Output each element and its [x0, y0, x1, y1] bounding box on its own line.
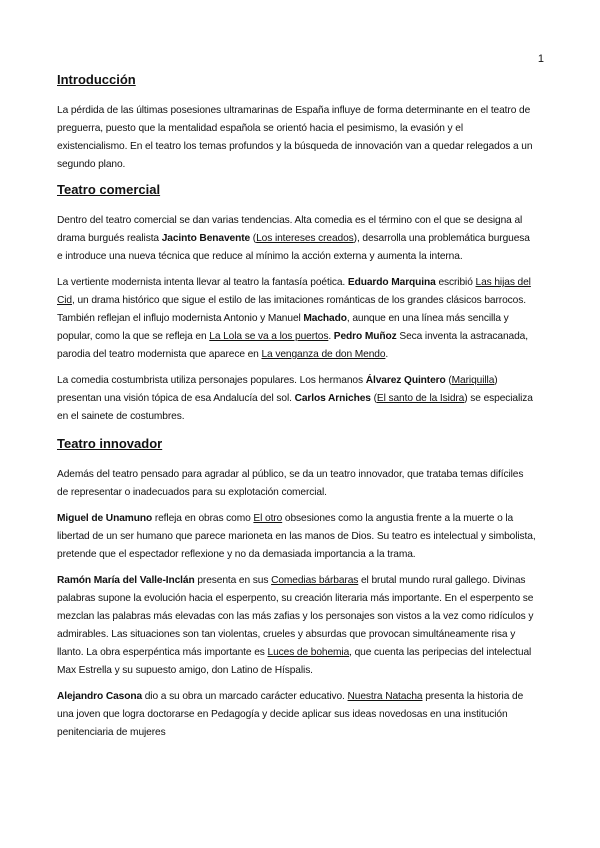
work-la-venganza: La venganza de don Mendo [261, 349, 386, 360]
author-munoz: Pedro Muñoz [333, 331, 397, 342]
work-las-hijas-del-cid: Las hijas del Cid [57, 277, 531, 306]
innovador-paragraph-1: Además del teatro pensado para agradar al público, se da un teatro innovador, que trataba temas difíciles de representar o inadecuados para su explotación comercial. [57, 469, 524, 498]
work-luces-de-bohemia: Luces de bohemia [267, 647, 350, 658]
innovador-paragraph-4: Alejandro Casona dio a su obra un marcado carácter educativo. Nuestra Natacha presenta la historia de una joven que logra doctorarse en Pedagogía y decide aplicar sus ideas novedosas en una institución penitenciaria de mujeres [57, 691, 524, 738]
work-mariquilla: Mariquilla [451, 375, 495, 386]
comercial-paragraph-1: Dentro del teatro comercial se dan varias tendencias. Alta comedia es el término con el que se designa al drama burgués realista Jacinto Benavente (Los intereses creados), desarrolla una problemática burguesa e introduce una nueva técnica que reduce al mínimo la acción externa y aumenta la interna. [57, 215, 530, 262]
work-los-intereses-creados: Los intereses creados [256, 233, 354, 244]
author-casona: Alejandro Casona [57, 691, 143, 702]
author-unamuno: Miguel de Unamuno [57, 513, 153, 524]
author-machado: Machado [303, 313, 347, 324]
innovador-paragraph-2: Miguel de Unamuno refleja en obras como El otro obsesiones como la angustia frente a la muerte o la libertad de un ser humano que parece marioneta en las manos de Dios. Su teatro es intelectual y simbolista, pretende que el espectador reflexione y no da demasiada importancia a la trama. [57, 513, 536, 560]
heading-introduccion: Introducción [57, 72, 136, 87]
comercial-paragraph-3: La comedia costumbrista utiliza personajes populares. Los hermanos Álvarez Quintero (Mariquilla) presentan una visión tópica de esa Andalucía del sol. Carlos Arniches (El santo de la Isidra) se especializa en el sainete de costumbres. [57, 375, 533, 422]
comercial-paragraph-2: La vertiente modernista intenta llevar al teatro la fantasía poética. Eduardo Marquina escribió Las hijas del Cid, un drama histórico que sigue el estilo de las imitaciones románticas de los grandes clásicos barrocos. También reflejan el influjo modernista Antonio y Manuel Machado, aunque en una línea más sencilla y popular, como la que se refleja en La Lola se va a los puertos. Pedro Muñoz Seca inventa la astracanada, parodia del teatro modernista que aparece en La venganza de don Mendo. [57, 277, 531, 360]
innovador-paragraph-3: Ramón María del Valle-Inclán presenta en sus Comedias bárbaras el brutal mundo rural gallego. Divinas palabras supone la evolución hacia el esperpento, su creación literaria más importante. En el esperpento se mezclan las palabras más elevadas con las más zafias y los personajes son vistos a la vez como ridículos y admirables. Las situaciones son tan violentas, crueles y absurdas que provocan simultáneamente risa y llanto. La obra esperpéntica más importante es Luces de bohemia, que cuenta las peripecias del intelectual Max Estrella y su supuesto amigo, don Latino de Híspalis. [57, 575, 534, 676]
work-comedias-barbaras: Comedias bárbaras [271, 575, 359, 586]
author-valle-inclan: Ramón María del Valle-Inclán [57, 575, 195, 586]
work-nuestra-natacha: Nuestra Natacha [347, 691, 423, 702]
intro-paragraph: La pérdida de las últimas posesiones ultramarinas de España influye de forma determinante en el teatro de preguerra, puesto que la mentalidad española se orientó hacia el pesimismo, la evasión y el existencialismo. En el teatro los temas profundos y la búsqueda de innovación van a quedar relegados a un segundo plano. [57, 105, 533, 170]
page-number: 1 [537, 53, 544, 65]
work-el-santo: El santo de la Isidra [376, 393, 465, 404]
heading-teatro-comercial: Teatro comercial [57, 182, 161, 197]
heading-teatro-innovador: Teatro innovador [57, 436, 163, 451]
author-alvarez-quintero: Álvarez Quintero [365, 375, 446, 386]
work-la-lola: La Lola se va a los puertos [209, 331, 329, 342]
author-marquina: Eduardo Marquina [347, 277, 436, 288]
author-arniches: Carlos Arniches [294, 393, 371, 404]
author-benavente: Jacinto Benavente [161, 233, 251, 244]
work-el-otro: El otro [253, 513, 283, 524]
